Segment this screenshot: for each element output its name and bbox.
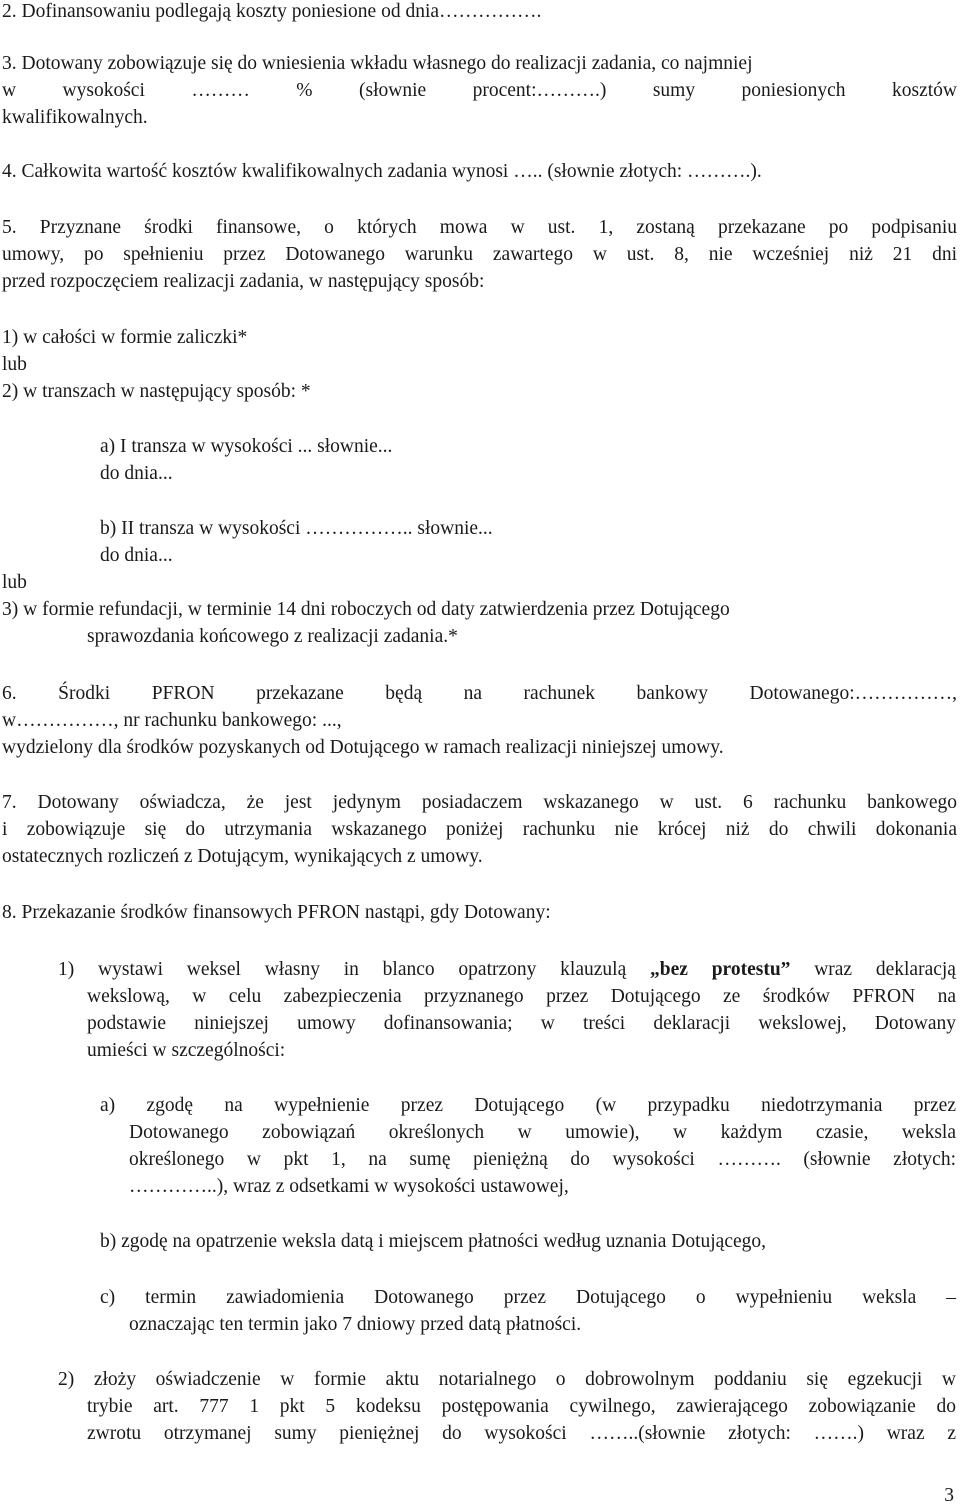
- tranche-b: [100, 515, 956, 569]
- paragraph-8-item-1a: [100, 1092, 956, 1200]
- tranche-a: [100, 433, 956, 487]
- paragraph-8-item-1: [58, 956, 956, 1064]
- paragraph-8-item-1a-line-2: Dotowanego zobowiązań określonych w umowie), w każdym czasie, weksla: [129, 1122, 956, 1143]
- paragraph-3-line-2: w wysokości ……… % (słownie procent:……….) sumy poniesionych kosztów: [2, 80, 957, 101]
- paragraph-8-item-1-line-1: [58, 956, 956, 983]
- paragraph-5-line-3: przed rozpoczęciem realizacji zadania, w następujący sposób:: [2, 271, 485, 292]
- option-2-text: 2) w transzach w następujący sposób: *: [2, 381, 311, 402]
- bez-protestu-clause: „bez protestu”: [650, 959, 791, 980]
- paragraph-2-text: 2. Dofinansowaniu podlegają koszty poniesione od dnia…………….: [2, 1, 542, 22]
- paragraph-3-line-1: 3. Dotowany zobowiązuje się do wniesienia wkładu własnego do realizacji zadania, co najmniej: [2, 53, 753, 74]
- option-3-line-1: 3) w formie refundacji, w terminie 14 dni roboczych od daty zatwierdzenia przez Dotującego: [2, 599, 730, 620]
- option-1: [2, 324, 957, 351]
- or-label-2-text: lub: [2, 572, 27, 593]
- paragraph-8-item-1b-text: b) zgodę na opatrzenie weksla datą i miejscem płatności według uznania Dotującego,: [100, 1231, 766, 1252]
- option-2: [2, 378, 957, 405]
- paragraph-8-item-1c-line-2: oznaczając ten termin jako 7 dniowy przed datą płatności.: [129, 1314, 582, 1335]
- paragraph-8-item-1-line-3: podstawie niniejszej umowy dofinansowania; w treści deklaracji wekslowej, Dotowany: [87, 1013, 956, 1034]
- paragraph-5: [2, 214, 957, 295]
- paragraph-5-line-2: umowy, po spełnieniu przez Dotowanego warunku zawartego w ust. 8, nie wcześniej niż 21 dni: [2, 244, 957, 265]
- page-number: 3: [944, 1485, 954, 1506]
- paragraph-6-line-3: wydzielony dla środków pozyskanych od Dotującego w ramach realizacji niniejszej umowy.: [2, 737, 724, 758]
- paragraph-6-line-2: w……………, nr rachunku bankowego: ...,: [2, 710, 342, 731]
- tranche-a-line-2: do dnia...: [100, 463, 173, 484]
- option-3: [2, 596, 957, 650]
- paragraph-7-line-2: i zobowiązuje się do utrzymania wskazanego poniżej rachunku nie krócej niż do chwili dokonania: [2, 819, 957, 840]
- paragraph-3-line-3: kwalifikowalnych.: [2, 107, 148, 128]
- paragraph-8-item-1c-line-1: c) termin zawiadomienia Dotowanego przez Dotującego o wypełnieniu weksla –: [100, 1287, 956, 1308]
- paragraph-8-item-2-line-2: trybie art. 777 1 pkt 5 kodeksu postępowania cywilnego, zawierającego zobowiązanie do: [87, 1396, 956, 1417]
- paragraph-2: [2, 0, 957, 25]
- paragraph-5-line-1: 5. Przyznane środki finansowe, o których mowa w ust. 1, zostaną przekazane po podpisaniu: [2, 217, 957, 238]
- paragraph-4-text: 4. Całkowita wartość kosztów kwalifikowalnych zadania wynosi ….. (słownie złotych: ……….).: [2, 161, 762, 182]
- tranche-a-line-1: a) I transza w wysokości ... słownie...: [100, 436, 393, 457]
- or-label-1: [2, 351, 957, 378]
- paragraph-8-item-1-line-2: wekslową, w celu zabezpieczenia przyznanego przez Dotującego ze środków PFRON na: [87, 986, 956, 1007]
- option-1-text: 1) w całości w formie zaliczki*: [2, 327, 248, 348]
- paragraph-8-item-1-pre: 1) wystawi weksel własny in blanco opatrzony klauzulą: [58, 959, 651, 980]
- paragraph-8-item-2-line-3: zwrotu otrzymanej sumy pieniężnej do wysokości ……..(słownie złotych: …….) wraz z: [87, 1423, 956, 1444]
- paragraph-8: [2, 899, 957, 926]
- paragraph-8-item-2: [58, 1366, 956, 1447]
- paragraph-7-line-1: 7. Dotowany oświadcza, że jest jedynym posiadaczem wskazanego w ust. 6 rachunku bankowego: [2, 792, 957, 813]
- paragraph-6-line-1: 6. Środki PFRON przekazane będą na rachunek bankowy Dotowanego:……………,: [2, 683, 957, 704]
- paragraph-8-item-1c: [100, 1284, 956, 1338]
- paragraph-7-line-3: ostatecznych rozliczeń z Dotującym, wynikających z umowy.: [2, 846, 483, 867]
- paragraph-8-item-1a-line-3: określonego w pkt 1, na sumę pieniężną do wysokości ………. (słownie złotych:: [129, 1149, 956, 1170]
- paragraph-8-text: 8. Przekazanie środków finansowych PFRON nastąpi, gdy Dotowany:: [2, 902, 551, 923]
- paragraph-8-item-2-line-1: 2) złoży oświadczenie w formie aktu notarialnego o dobrowolnym poddaniu się egzekucji w: [58, 1369, 956, 1390]
- paragraph-8-item-1-line-4: umieści w szczególności:: [87, 1040, 286, 1061]
- paragraph-8-item-1a-line-1: a) zgodę na wypełnienie przez Dotującego (w przypadku niedotrzymania przez: [100, 1095, 956, 1116]
- option-3-line-2: sprawozdania końcowego z realizacji zadania.*: [87, 626, 458, 647]
- paragraph-8-item-1a-line-4: …………..), wraz z odsetkami w wysokości ustawowej,: [129, 1176, 569, 1197]
- or-label-2: [2, 569, 957, 596]
- paragraph-4: [2, 158, 957, 185]
- or-label-1-text: lub: [2, 354, 27, 375]
- paragraph-8-item-1b: [100, 1228, 956, 1255]
- paragraph-7: [2, 789, 957, 870]
- paragraph-8-item-1-post: wraz deklaracją: [790, 959, 956, 980]
- tranche-b-line-1: b) II transza w wysokości …………….. słownie...: [100, 518, 493, 539]
- tranche-b-line-2: do dnia...: [100, 545, 173, 566]
- paragraph-3: [2, 50, 957, 131]
- paragraph-6: [2, 680, 957, 761]
